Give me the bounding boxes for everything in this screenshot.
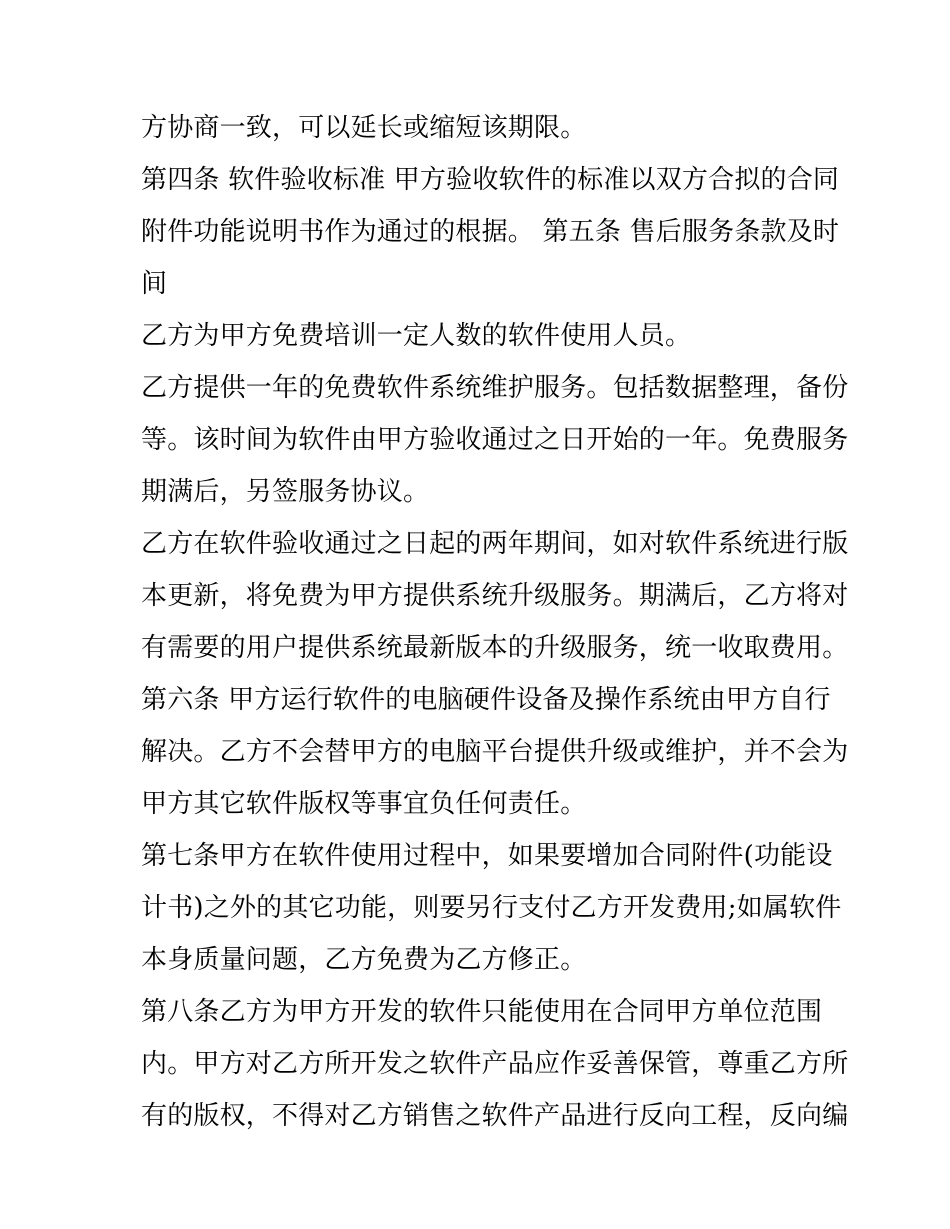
- text-line: 有的版权，不得对乙方销售之软件产品进行反向工程，反向编: [141, 1101, 849, 1131]
- text-line: 期满后，另签服务协议。: [141, 477, 430, 507]
- text-line: 方协商一致，可以延长或缩短该期限。: [141, 113, 587, 143]
- text-line: 解决。乙方不会替甲方的电脑平台提供升级或维护，并不会为: [141, 737, 849, 767]
- text-line: 等。该时间为软件由甲方验收通过之日开始的一年。免费服务: [141, 425, 849, 455]
- text-line: 乙方为甲方免费培训一定人数的软件使用人员。: [141, 321, 692, 351]
- text-line: 本身质量问题，乙方免费为乙方修正。: [141, 945, 587, 975]
- text-line: 第八条乙方为甲方开发的软件只能使用在合同甲方单位范围: [141, 997, 823, 1027]
- text-line: 第六条 甲方运行软件的电脑硬件设备及操作系统由甲方自行: [141, 685, 831, 715]
- text-line: 本更新，将免费为甲方提供系统升级服务。期满后，乙方将对: [141, 581, 849, 611]
- text-line: 附件功能说明书作为通过的根据。 第五条 售后服务条款及时: [141, 217, 840, 247]
- text-line: 第四条 软件验收标准 甲方验收软件的标准以双方合拟的合同: [141, 165, 840, 195]
- text-line: 第七条甲方在软件使用过程中，如果要增加合同附件(功能设: [141, 841, 833, 871]
- text-line: 乙方提供一年的免费软件系统维护服务。包括数据整理，备份: [141, 373, 849, 403]
- text-line: 计书)之外的其它功能，则要另行支付乙方开发费用;如属软件: [141, 893, 842, 923]
- text-line: 甲方其它软件版权等事宜负任何责任。: [141, 789, 587, 819]
- text-line: 乙方在软件验收通过之日起的两年期间，如对软件系统进行版: [141, 529, 849, 559]
- text-line: 内。甲方对乙方所开发之软件产品应作妥善保管，尊重乙方所: [141, 1049, 849, 1079]
- text-line: 间: [141, 269, 168, 299]
- text-line: 有需要的用户提供系统最新版本的升级服务，统一收取费用。: [141, 633, 849, 663]
